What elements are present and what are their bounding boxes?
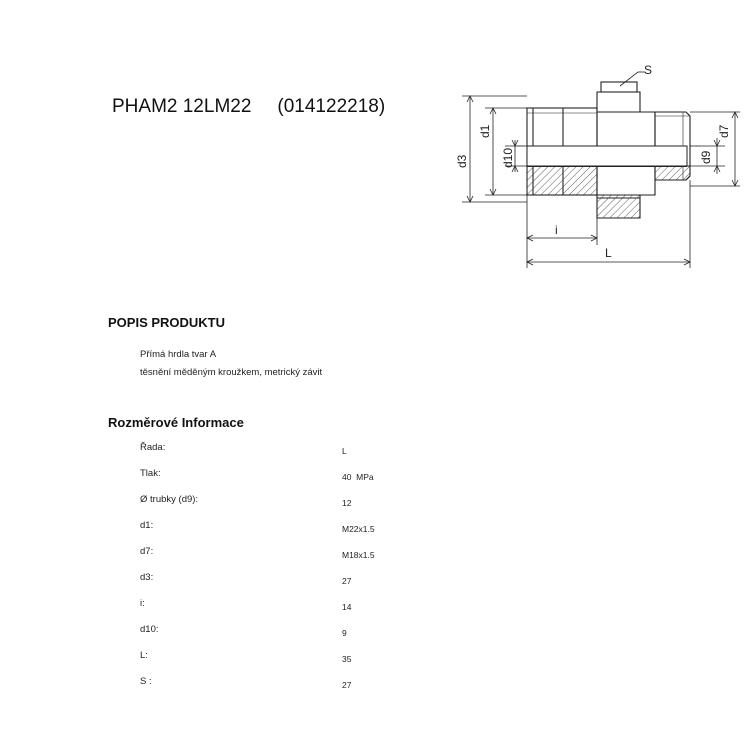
- spec-row-i: [140, 598, 440, 612]
- spec-value: L: [342, 446, 347, 456]
- product-code: (014122218): [277, 96, 386, 117]
- description-line-2: těsnění měděným kroužkem, metrický závit: [140, 367, 323, 378]
- spec-value: 27: [342, 576, 352, 586]
- spec-row-l: [140, 650, 440, 664]
- label-i: i: [555, 223, 558, 237]
- label-d7: d7: [717, 124, 731, 138]
- spec-value: 27: [342, 680, 352, 690]
- spec-label: d3:: [140, 572, 154, 583]
- label-d10: d10: [501, 147, 515, 168]
- spec-value: M22x1.5: [342, 524, 375, 534]
- product-title: [112, 96, 385, 118]
- s-leader: [620, 72, 638, 86]
- spec-row-series: [140, 442, 440, 456]
- spec-label: d1:: [140, 520, 154, 531]
- spec-value: 40 MPa: [342, 472, 374, 482]
- spec-row-pressure: [140, 468, 440, 482]
- description-heading: POPIS PRODUKTU: [108, 315, 226, 330]
- spec-value: 14: [342, 602, 352, 612]
- label-d1: d1: [478, 124, 492, 138]
- label-l: L: [605, 246, 612, 260]
- spec-label: Tlak:: [140, 468, 161, 479]
- dimensions-heading: Rozměrové Informace: [108, 415, 244, 430]
- spec-label: d10:: [140, 624, 159, 635]
- label-s: S: [644, 63, 653, 77]
- bore: [527, 146, 687, 166]
- spec-row-d1: [140, 520, 440, 534]
- dim-d7: [690, 112, 740, 186]
- spec-value: 9: [342, 628, 347, 638]
- dim-d3: [462, 96, 527, 202]
- section-hatch: [527, 166, 640, 218]
- spec-row-d7: [140, 546, 440, 560]
- section-hatch-right: [655, 166, 690, 180]
- label-d9: d9: [699, 150, 713, 164]
- spec-row-s: [140, 676, 440, 690]
- spec-row-d10: [140, 624, 440, 638]
- spec-label: i:: [140, 598, 145, 609]
- product-name: PHAM2 12LM22: [112, 96, 252, 117]
- spec-label: d7:: [140, 546, 154, 557]
- label-d3: d3: [455, 154, 469, 168]
- spec-value: 12: [342, 498, 352, 508]
- spec-label: S :: [140, 676, 152, 687]
- spec-label: Ø trubky (d9):: [140, 494, 199, 505]
- description-line-1: Přímá hrdla tvar A: [140, 349, 217, 360]
- fitting-technical-drawing: [440, 55, 731, 275]
- spec-value: 35: [342, 654, 352, 664]
- spec-label: L:: [140, 650, 148, 661]
- spec-row-d3: [140, 572, 440, 586]
- dim-i: [527, 195, 597, 268]
- spec-label: Řada:: [140, 442, 166, 453]
- spec-row-tube-diameter: [140, 494, 440, 508]
- spec-value: M18x1.5: [342, 550, 375, 560]
